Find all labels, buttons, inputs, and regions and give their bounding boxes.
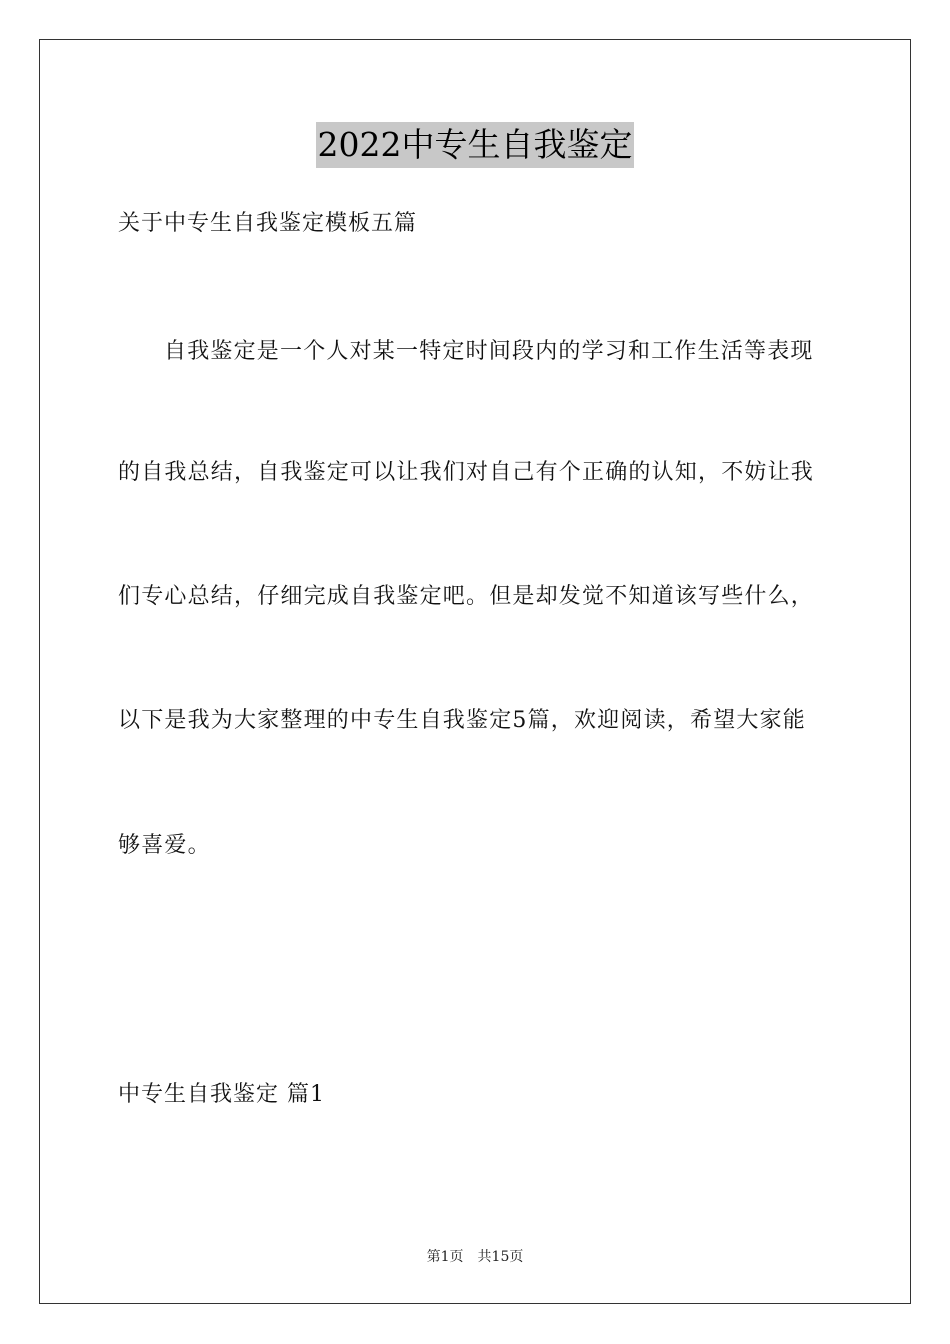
page-total: 共15页: [477, 1249, 524, 1265]
document-title-text: 2022中专生自我鉴定: [316, 122, 635, 168]
section-heading: 中专生自我鉴定 篇1: [118, 1082, 325, 1107]
document-title: [0, 122, 950, 168]
intro-line: 们专心总结，仔细完成自我鉴定吧。但是却发觉不知道该写些什么，: [118, 584, 815, 609]
page-number: 第1页: [426, 1249, 464, 1265]
document-subtitle: 关于中专生自我鉴定模板五篇: [118, 211, 418, 236]
intro-line: 自我鉴定是一个人对某一特定时间段内的学习和工作生活等表现: [164, 339, 814, 364]
page-footer: [0, 1248, 950, 1266]
intro-line: 的自我总结，自我鉴定可以让我们对自己有个正确的认知，不妨让我: [118, 460, 815, 485]
intro-line: 够喜爱。: [118, 833, 211, 858]
intro-line: 以下是我为大家整理的中专生自我鉴定5篇，欢迎阅读，希望大家能: [118, 708, 806, 733]
